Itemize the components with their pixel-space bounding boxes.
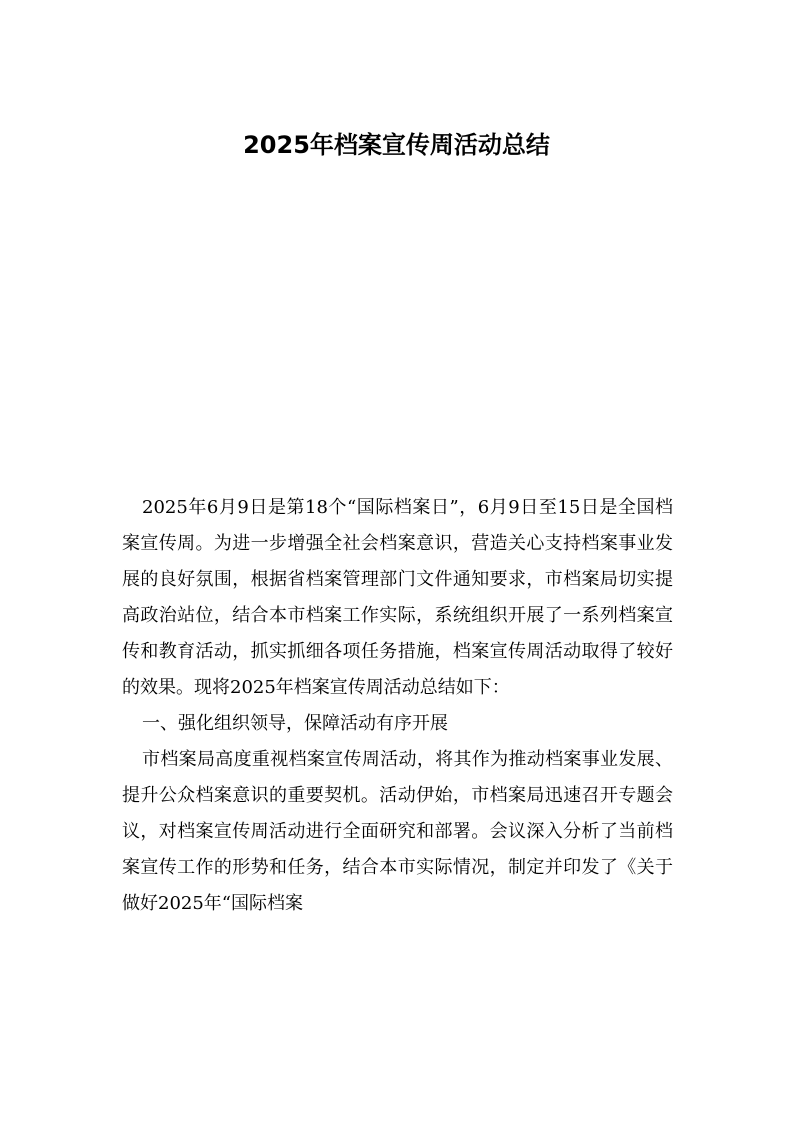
section-1-paragraph: 市档案局高度重视档案宣传周活动，将其作为推动档案事业发展、提升公众档案意识的重要契机。活动伊始，市档案局迅速召开专题会议，对档案宣传周活动进行全面研究和部署。会议深入分析了当前档案宣传工作的形势和任务，结合本市实际情况，制定并印发了《关于做好2025年“国际档案 xyxy=(122,749,673,914)
document-body xyxy=(122,490,673,922)
intro-paragraph: 2025年6月9日是第18个“国际档案日”，6月9日至15日是全国档案宣传周。为进一步增强全社会档案意识，营造关心支持档案事业发展的良好氛围，根据省档案管理部门文件通知要求，市档案局切实提高政治站位，结合本市档案工作实际，系统组织开展了一系列档案宣传和教育活动，抓实抓细各项任务措施，档案宣传周活动取得了较好的效果。现将2025年档案宣传周活动总结如下： xyxy=(122,497,673,698)
section-heading-1: 一、强化组织领导，保障活动有序开展 xyxy=(142,713,448,734)
document-title: 2025年档案宣传周活动总结 xyxy=(243,131,550,159)
